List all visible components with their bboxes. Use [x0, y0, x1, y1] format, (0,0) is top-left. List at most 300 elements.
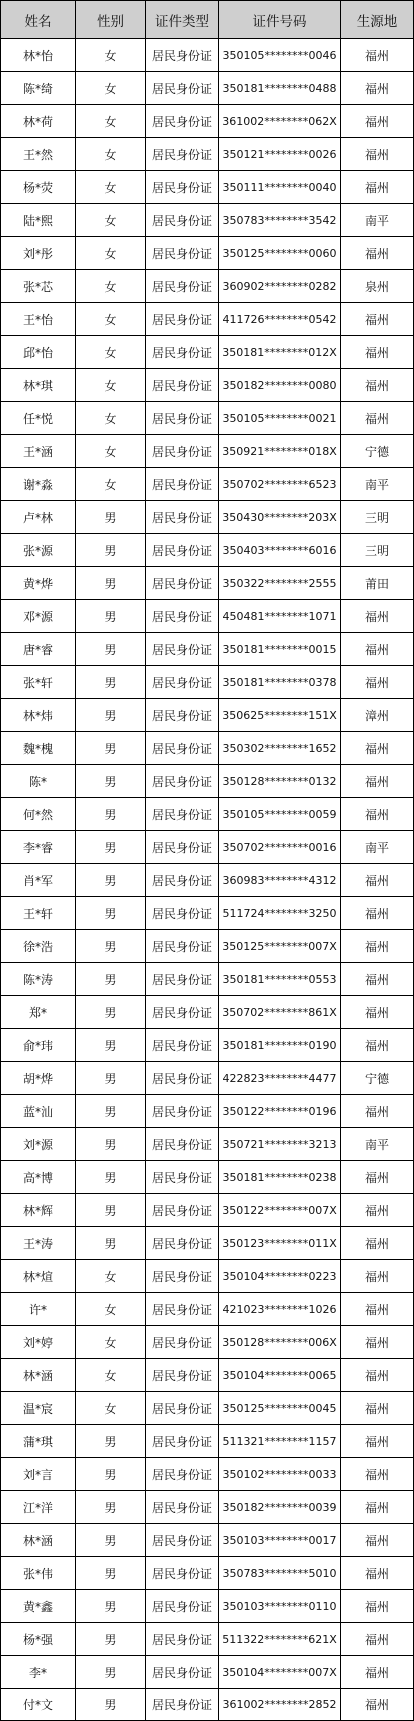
table-row — [1, 1227, 414, 1260]
cell-gender: 男 — [76, 1458, 146, 1491]
cell-origin: 福州 — [341, 963, 414, 996]
cell-id-type: 居民身份证 — [146, 270, 219, 303]
table-row — [1, 1491, 414, 1524]
cell-origin: 漳州 — [341, 699, 414, 732]
table-row — [1, 1623, 414, 1656]
cell-id-number: 350128********006X — [219, 1326, 341, 1359]
cell-origin: 福州 — [341, 1524, 414, 1557]
cell-name: 张*轩 — [1, 666, 76, 699]
cell-id-number: 350125********0045 — [219, 1392, 341, 1425]
cell-gender: 男 — [76, 963, 146, 996]
cell-gender: 男 — [76, 567, 146, 600]
cell-gender: 女 — [76, 204, 146, 237]
cell-id-type: 居民身份证 — [146, 534, 219, 567]
cell-id-number: 361002********2852 — [219, 1689, 341, 1721]
cell-name: 徐*浩 — [1, 930, 76, 963]
cell-origin: 莆田 — [341, 567, 414, 600]
cell-gender: 男 — [76, 600, 146, 633]
cell-origin: 福州 — [341, 39, 414, 72]
cell-name: 蒲*琪 — [1, 1425, 76, 1458]
table-row — [1, 402, 414, 435]
cell-origin: 福州 — [341, 1194, 414, 1227]
cell-id-number: 360983********4312 — [219, 864, 341, 897]
cell-id-type: 居民身份证 — [146, 1260, 219, 1293]
cell-id-number: 350322********2555 — [219, 567, 341, 600]
cell-origin: 福州 — [341, 1557, 414, 1590]
cell-gender: 男 — [76, 1062, 146, 1095]
cell-id-type: 居民身份证 — [146, 1062, 219, 1095]
cell-origin: 福州 — [341, 1029, 414, 1062]
cell-origin: 福州 — [341, 1359, 414, 1392]
cell-gender: 男 — [76, 699, 146, 732]
cell-id-number: 350783********5010 — [219, 1557, 341, 1590]
cell-id-type: 居民身份证 — [146, 1161, 219, 1194]
cell-name: 林*涵 — [1, 1524, 76, 1557]
cell-name: 王*然 — [1, 138, 76, 171]
cell-id-type: 居民身份证 — [146, 1689, 219, 1721]
cell-origin: 福州 — [341, 402, 414, 435]
cell-name: 林*琪 — [1, 369, 76, 402]
cell-gender: 男 — [76, 1623, 146, 1656]
cell-id-number: 421023********1026 — [219, 1293, 341, 1326]
cell-origin: 福州 — [341, 336, 414, 369]
cell-name: 邓*源 — [1, 600, 76, 633]
cell-id-number: 350105********0046 — [219, 39, 341, 72]
cell-id-type: 居民身份证 — [146, 1557, 219, 1590]
cell-name: 陆*熙 — [1, 204, 76, 237]
cell-gender: 男 — [76, 1095, 146, 1128]
cell-gender: 男 — [76, 1557, 146, 1590]
cell-gender: 男 — [76, 1524, 146, 1557]
cell-id-type: 居民身份证 — [146, 930, 219, 963]
cell-id-type: 居民身份证 — [146, 1128, 219, 1161]
cell-id-type: 居民身份证 — [146, 1029, 219, 1062]
cell-name: 张*伟 — [1, 1557, 76, 1590]
cell-name: 杨*强 — [1, 1623, 76, 1656]
cell-id-number: 350302********1652 — [219, 732, 341, 765]
table-row — [1, 1293, 414, 1326]
cell-id-type: 居民身份证 — [146, 303, 219, 336]
cell-name: 黄*鑫 — [1, 1590, 76, 1623]
cell-gender: 女 — [76, 72, 146, 105]
cell-name: 林*炜 — [1, 699, 76, 732]
cell-gender: 男 — [76, 996, 146, 1029]
cell-origin: 福州 — [341, 303, 414, 336]
cell-id-type: 居民身份证 — [146, 666, 219, 699]
cell-name: 刘*彤 — [1, 237, 76, 270]
cell-id-type: 居民身份证 — [146, 963, 219, 996]
cell-name: 胡*烨 — [1, 1062, 76, 1095]
cell-id-number: 350104********007X — [219, 1656, 341, 1689]
cell-id-type: 居民身份证 — [146, 633, 219, 666]
cell-name: 肖*军 — [1, 864, 76, 897]
cell-origin: 福州 — [341, 897, 414, 930]
table-row — [1, 1095, 414, 1128]
cell-name: 王*涵 — [1, 435, 76, 468]
cell-id-type: 居民身份证 — [146, 468, 219, 501]
cell-origin: 福州 — [341, 171, 414, 204]
table-row — [1, 1326, 414, 1359]
cell-id-type: 居民身份证 — [146, 1194, 219, 1227]
column-header-id-number: 证件号码 — [219, 1, 341, 39]
cell-gender: 男 — [76, 666, 146, 699]
cell-name: 王*怡 — [1, 303, 76, 336]
cell-name: 何*然 — [1, 798, 76, 831]
cell-origin: 福州 — [341, 600, 414, 633]
cell-id-type: 居民身份证 — [146, 204, 219, 237]
table-row — [1, 237, 414, 270]
cell-id-number: 350921********018X — [219, 435, 341, 468]
cell-name: 刘*言 — [1, 1458, 76, 1491]
cell-gender: 男 — [76, 897, 146, 930]
cell-origin: 福州 — [341, 1161, 414, 1194]
cell-gender: 男 — [76, 633, 146, 666]
cell-gender: 女 — [76, 402, 146, 435]
cell-origin: 福州 — [341, 237, 414, 270]
cell-id-type: 居民身份证 — [146, 996, 219, 1029]
table-row — [1, 501, 414, 534]
cell-gender: 女 — [76, 336, 146, 369]
cell-id-type: 居民身份证 — [146, 1227, 219, 1260]
cell-id-number: 350403********6016 — [219, 534, 341, 567]
cell-origin: 福州 — [341, 864, 414, 897]
cell-id-type: 居民身份证 — [146, 369, 219, 402]
cell-id-number: 422823********4477 — [219, 1062, 341, 1095]
cell-id-type: 居民身份证 — [146, 1293, 219, 1326]
cell-gender: 女 — [76, 105, 146, 138]
cell-id-type: 居民身份证 — [146, 435, 219, 468]
table-row — [1, 204, 414, 237]
cell-id-number: 511321********1157 — [219, 1425, 341, 1458]
cell-origin: 福州 — [341, 1425, 414, 1458]
cell-origin: 三明 — [341, 501, 414, 534]
table-row — [1, 1425, 414, 1458]
cell-origin: 福州 — [341, 930, 414, 963]
table-row — [1, 633, 414, 666]
cell-id-number: 350181********0190 — [219, 1029, 341, 1062]
table-row — [1, 468, 414, 501]
cell-gender: 女 — [76, 237, 146, 270]
table-row — [1, 831, 414, 864]
table-row — [1, 897, 414, 930]
cell-name: 付*文 — [1, 1689, 76, 1721]
table-row — [1, 732, 414, 765]
cell-id-type: 居民身份证 — [146, 1524, 219, 1557]
cell-id-type: 居民身份证 — [146, 39, 219, 72]
cell-gender: 女 — [76, 303, 146, 336]
table-row — [1, 963, 414, 996]
cell-gender: 女 — [76, 435, 146, 468]
table-row — [1, 1161, 414, 1194]
cell-origin: 福州 — [341, 1656, 414, 1689]
cell-name: 杨*荧 — [1, 171, 76, 204]
cell-id-number: 511322********621X — [219, 1623, 341, 1656]
cell-origin: 福州 — [341, 633, 414, 666]
cell-id-type: 居民身份证 — [146, 336, 219, 369]
table-row — [1, 864, 414, 897]
cell-id-type: 居民身份证 — [146, 699, 219, 732]
cell-id-number: 350702********0016 — [219, 831, 341, 864]
cell-gender: 女 — [76, 39, 146, 72]
cell-gender: 男 — [76, 732, 146, 765]
cell-origin: 福州 — [341, 1458, 414, 1491]
cell-id-type: 居民身份证 — [146, 501, 219, 534]
cell-name: 刘*源 — [1, 1128, 76, 1161]
cell-origin: 福州 — [341, 1392, 414, 1425]
cell-origin: 福州 — [341, 105, 414, 138]
cell-gender: 男 — [76, 1194, 146, 1227]
table-row — [1, 1194, 414, 1227]
cell-name: 邱*怡 — [1, 336, 76, 369]
cell-name: 谢*淼 — [1, 468, 76, 501]
table-row — [1, 171, 414, 204]
cell-origin: 福州 — [341, 1227, 414, 1260]
cell-id-type: 居民身份证 — [146, 1425, 219, 1458]
cell-id-number: 350104********0065 — [219, 1359, 341, 1392]
cell-name: 张*芯 — [1, 270, 76, 303]
cell-gender: 女 — [76, 468, 146, 501]
cell-origin: 福州 — [341, 1491, 414, 1524]
table-row — [1, 996, 414, 1029]
cell-gender: 女 — [76, 171, 146, 204]
cell-id-type: 居民身份证 — [146, 138, 219, 171]
table-row — [1, 1359, 414, 1392]
table-row — [1, 1524, 414, 1557]
cell-gender: 女 — [76, 1260, 146, 1293]
cell-gender: 男 — [76, 864, 146, 897]
table-row — [1, 699, 414, 732]
cell-origin: 南平 — [341, 204, 414, 237]
cell-id-number: 350105********0059 — [219, 798, 341, 831]
cell-id-type: 居民身份证 — [146, 798, 219, 831]
cell-id-type: 居民身份证 — [146, 732, 219, 765]
table-row — [1, 72, 414, 105]
cell-gender: 男 — [76, 831, 146, 864]
cell-id-number: 350182********0080 — [219, 369, 341, 402]
cell-id-number: 350122********0196 — [219, 1095, 341, 1128]
table-row — [1, 369, 414, 402]
cell-name: 许* — [1, 1293, 76, 1326]
cell-id-number: 350182********0039 — [219, 1491, 341, 1524]
cell-name: 高*博 — [1, 1161, 76, 1194]
cell-id-number: 350125********007X — [219, 930, 341, 963]
cell-gender: 女 — [76, 1392, 146, 1425]
cell-name: 张*源 — [1, 534, 76, 567]
cell-origin: 福州 — [341, 798, 414, 831]
cell-gender: 男 — [76, 1029, 146, 1062]
cell-gender: 女 — [76, 369, 146, 402]
cell-origin: 福州 — [341, 1689, 414, 1721]
table-row — [1, 1458, 414, 1491]
cell-id-type: 居民身份证 — [146, 1359, 219, 1392]
cell-id-type: 居民身份证 — [146, 1326, 219, 1359]
cell-name: 李*睿 — [1, 831, 76, 864]
cell-gender: 女 — [76, 138, 146, 171]
cell-id-type: 居民身份证 — [146, 765, 219, 798]
cell-gender: 男 — [76, 1689, 146, 1721]
cell-name: 蓝*汕 — [1, 1095, 76, 1128]
cell-id-number: 350122********007X — [219, 1194, 341, 1227]
cell-gender: 男 — [76, 1425, 146, 1458]
column-header-gender: 性别 — [76, 1, 146, 39]
cell-origin: 福州 — [341, 1260, 414, 1293]
cell-origin: 南平 — [341, 831, 414, 864]
cell-name: 李* — [1, 1656, 76, 1689]
header-row — [1, 1, 414, 39]
cell-origin: 宁德 — [341, 435, 414, 468]
cell-name: 林*荷 — [1, 105, 76, 138]
cell-origin: 福州 — [341, 666, 414, 699]
table-row — [1, 270, 414, 303]
cell-name: 任*悦 — [1, 402, 76, 435]
cell-id-type: 居民身份证 — [146, 171, 219, 204]
table-row — [1, 105, 414, 138]
table-body — [1, 39, 414, 1721]
cell-id-type: 居民身份证 — [146, 1458, 219, 1491]
cell-name: 俞*玮 — [1, 1029, 76, 1062]
cell-id-number: 350181********0378 — [219, 666, 341, 699]
cell-id-number: 350104********0223 — [219, 1260, 341, 1293]
cell-origin: 福州 — [341, 1623, 414, 1656]
cell-id-number: 350721********3213 — [219, 1128, 341, 1161]
cell-id-number: 350103********0110 — [219, 1590, 341, 1623]
cell-id-type: 居民身份证 — [146, 567, 219, 600]
cell-id-number: 350121********0026 — [219, 138, 341, 171]
cell-id-number: 350181********012X — [219, 336, 341, 369]
cell-id-type: 居民身份证 — [146, 402, 219, 435]
cell-id-number: 350181********0015 — [219, 633, 341, 666]
cell-name: 温*宸 — [1, 1392, 76, 1425]
table-row — [1, 1689, 414, 1721]
cell-name: 刘*婷 — [1, 1326, 76, 1359]
cell-gender: 男 — [76, 765, 146, 798]
cell-id-type: 居民身份证 — [146, 1656, 219, 1689]
cell-name: 郑* — [1, 996, 76, 1029]
cell-name: 林*怡 — [1, 39, 76, 72]
table-row — [1, 1029, 414, 1062]
cell-origin: 福州 — [341, 765, 414, 798]
table-row — [1, 1557, 414, 1590]
table-header — [1, 1, 414, 39]
cell-name: 黄*烨 — [1, 567, 76, 600]
column-header-origin: 生源地 — [341, 1, 414, 39]
cell-gender: 女 — [76, 1359, 146, 1392]
cell-name: 陈*绮 — [1, 72, 76, 105]
cell-origin: 福州 — [341, 138, 414, 171]
cell-id-type: 居民身份证 — [146, 237, 219, 270]
column-header-name: 姓名 — [1, 1, 76, 39]
cell-id-number: 350181********0488 — [219, 72, 341, 105]
cell-origin: 福州 — [341, 1293, 414, 1326]
cell-id-number: 360902********0282 — [219, 270, 341, 303]
cell-name: 江*洋 — [1, 1491, 76, 1524]
cell-id-type: 居民身份证 — [146, 1095, 219, 1128]
table-row — [1, 1656, 414, 1689]
cell-id-number: 350125********0060 — [219, 237, 341, 270]
cell-id-number: 350702********861X — [219, 996, 341, 1029]
cell-gender: 男 — [76, 1227, 146, 1260]
cell-id-number: 350430********203X — [219, 501, 341, 534]
cell-gender: 男 — [76, 798, 146, 831]
cell-origin: 宁德 — [341, 1062, 414, 1095]
cell-name: 王*涛 — [1, 1227, 76, 1260]
cell-gender: 女 — [76, 1293, 146, 1326]
cell-name: 陈* — [1, 765, 76, 798]
cell-id-type: 居民身份证 — [146, 600, 219, 633]
cell-id-number: 350111********0040 — [219, 171, 341, 204]
table-row — [1, 435, 414, 468]
cell-id-type: 居民身份证 — [146, 1392, 219, 1425]
cell-id-type: 居民身份证 — [146, 72, 219, 105]
cell-id-type: 居民身份证 — [146, 1491, 219, 1524]
table-row — [1, 1260, 414, 1293]
cell-gender: 男 — [76, 1656, 146, 1689]
cell-origin: 福州 — [341, 732, 414, 765]
table-row — [1, 534, 414, 567]
table-row — [1, 138, 414, 171]
cell-id-number: 350181********0553 — [219, 963, 341, 996]
cell-origin: 南平 — [341, 468, 414, 501]
cell-id-type: 居民身份证 — [146, 1590, 219, 1623]
cell-id-number: 350702********6523 — [219, 468, 341, 501]
cell-origin: 泉州 — [341, 270, 414, 303]
table-row — [1, 798, 414, 831]
cell-id-number: 350181********0238 — [219, 1161, 341, 1194]
table-row — [1, 1590, 414, 1623]
table-row — [1, 336, 414, 369]
cell-origin: 南平 — [341, 1128, 414, 1161]
cell-gender: 男 — [76, 930, 146, 963]
cell-id-type: 居民身份证 — [146, 1623, 219, 1656]
cell-id-number: 361002********062X — [219, 105, 341, 138]
cell-name: 卢*林 — [1, 501, 76, 534]
cell-id-number: 350105********0021 — [219, 402, 341, 435]
column-header-id-type: 证件类型 — [146, 1, 219, 39]
cell-id-number: 511724********3250 — [219, 897, 341, 930]
cell-origin: 福州 — [341, 369, 414, 402]
cell-id-type: 居民身份证 — [146, 831, 219, 864]
cell-id-number: 350625********151X — [219, 699, 341, 732]
cell-origin: 三明 — [341, 534, 414, 567]
cell-id-number: 450481********1071 — [219, 600, 341, 633]
cell-id-number: 350128********0132 — [219, 765, 341, 798]
cell-name: 林*辉 — [1, 1194, 76, 1227]
cell-name: 林*涵 — [1, 1359, 76, 1392]
cell-gender: 女 — [76, 270, 146, 303]
table-row — [1, 765, 414, 798]
cell-id-number: 411726********0542 — [219, 303, 341, 336]
cell-name: 魏*槐 — [1, 732, 76, 765]
cell-id-number: 350123********011X — [219, 1227, 341, 1260]
cell-name: 王*轩 — [1, 897, 76, 930]
table-row — [1, 930, 414, 963]
table-row — [1, 39, 414, 72]
cell-gender: 男 — [76, 1161, 146, 1194]
table-row — [1, 666, 414, 699]
cell-gender: 男 — [76, 534, 146, 567]
cell-name: 林*煊 — [1, 1260, 76, 1293]
cell-gender: 男 — [76, 1491, 146, 1524]
cell-id-type: 居民身份证 — [146, 897, 219, 930]
table-row — [1, 1062, 414, 1095]
cell-origin: 福州 — [341, 1590, 414, 1623]
cell-name: 陈*涛 — [1, 963, 76, 996]
cell-origin: 福州 — [341, 1095, 414, 1128]
cell-id-number: 350102********0033 — [219, 1458, 341, 1491]
cell-id-number: 350783********3542 — [219, 204, 341, 237]
table-row — [1, 303, 414, 336]
table-row — [1, 1128, 414, 1161]
